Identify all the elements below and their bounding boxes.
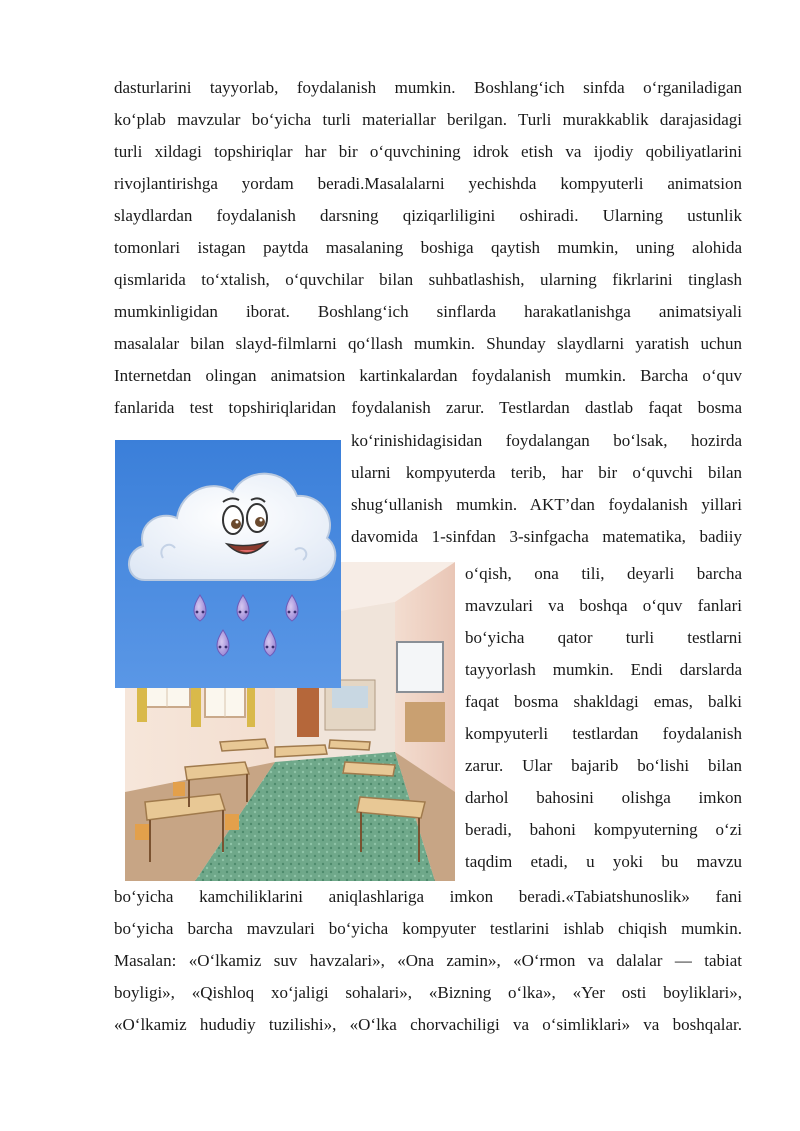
text-line: ularni kompyuterda terib, har bir o‘quvchi bilan [351,463,742,482]
illustration-group [115,440,455,881]
text-line: bo‘yicha kamchiliklarini aniqlashlariga imkon beradi.«Tabiatshunoslik» fani [114,887,742,906]
text-line: Internetdan olingan animatsion kartinkalardan foydalanish mumkin. Barcha o‘quv [114,366,742,385]
text-line: ko‘rinishidagisidan foydalangan bo‘lsak, hozirda [351,431,742,450]
text-line: kompyuterli testlardan foydalanish [465,724,742,743]
cloud-illustration [115,440,341,688]
text-line: beradi, bahoni kompyuterning o‘zi [465,820,742,839]
text-line: masalalar bilan slayd-filmlarni qo‘llash mumkin. Shunday slaydlarni yaratish uchun [114,334,742,353]
text-line: turli xildagi topshiriqlar har bir o‘quvchining idrok etish va ijodiy qobiliyatlarini [114,142,742,161]
text-line: davomida 1-sinfdan 3-sinfgacha matematika, badiiy [351,527,742,546]
text-line: taqdim etadi, u yoki bu mavzu [465,852,742,871]
text-line: shug‘ullanish mumkin. AKT’dan foydalanish yillari [351,495,742,514]
text-line: slaydlardan foydalanish darsning qiziqarliligini oshiradi. Ularning ustunlik [114,206,742,225]
text-line: boyligi», «Qishloq xo‘jaligi sohalari», «Bizning o‘lka», «Yer osti boyliklari», [114,983,742,1002]
text-line: mavzulari va boshqa o‘quv fanlari [465,596,742,615]
text-line: ko‘plab mavzular bo‘yicha turli materiallar berilgan. Turli murakkablik darajasidagi [114,110,742,129]
text-line: mumkinligidan iborat. Boshlang‘ich sinflarda harakatlanishga animatsiyali [114,302,742,321]
text-line: tomonlari istagan paytda masalaning boshiga qaytish mumkin, uning alohida [114,238,742,257]
text-line: rivojlantirishga yordam beradi.Masalalarni yechishda kompyuterli animatsion [114,174,742,193]
text-line: «O‘lkamiz hududiy tuzilishi», «O‘lka chorvachiligi va o‘simliklari» va boshqalar. [114,1015,742,1034]
text-line: Masalan: «O‘lkamiz suv havzalari», «Ona zamin», «O‘rmon va dalalar — tabiat [114,951,742,970]
text-line: tayyorlash mumkin. Endi darslarda [465,660,742,679]
text-line: o‘qish, ona tili, deyarli barcha [465,564,742,583]
text-line: zarur. Ular bajarib bo‘lishi bilan [465,756,742,775]
text-line: qismlarida to‘xtalish, o‘quvchilar bilan suhbatlashish, ularning fikrlarini tinglash [114,270,742,289]
text-line: faqat bosma shakldagi emas, balki [465,692,742,711]
text-line: bo‘yicha qator turli testlarni [465,628,742,647]
text-line: fanlarida test topshiriqlaridan foydalanish zarur. Testlardan dastlab faqat bosma [114,398,742,417]
text-line: bo‘yicha barcha mavzulari bo‘yicha kompyuter testlarini ishlab chiqish mumkin. [114,919,742,938]
text-line: dasturlarini tayyorlab, foydalanish mumkin. Boshlang‘ich sinfda o‘rganiladigan [114,78,742,97]
text-line: darhol bahosini olishga imkon [465,788,742,807]
